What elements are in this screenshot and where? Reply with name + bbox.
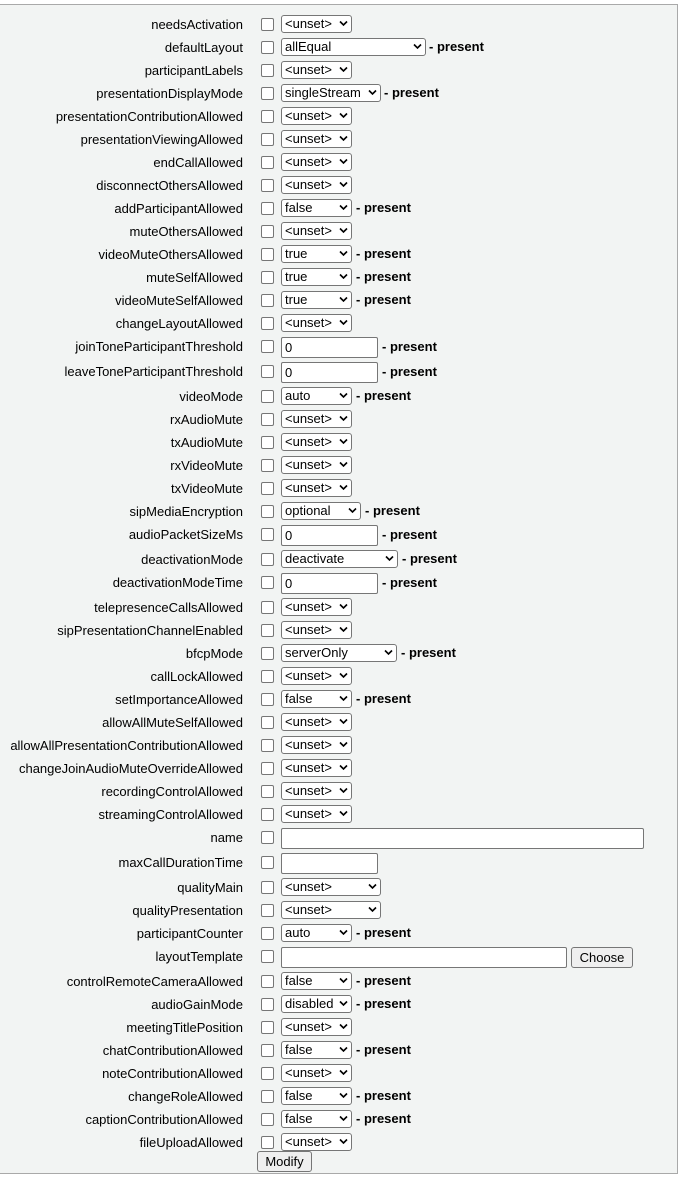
field-select[interactable]: <unset>: [281, 15, 352, 33]
chevron-down-icon: [339, 66, 348, 73]
chevron-down-icon: [348, 507, 357, 514]
chevron-down-icon: [339, 810, 348, 817]
present-indicator: - present: [356, 388, 411, 403]
field-checkbox[interactable]: [261, 785, 274, 798]
field-input[interactable]: 0: [281, 525, 378, 546]
field-label: txAudioMute: [170, 435, 243, 450]
field-checkbox[interactable]: [261, 553, 274, 566]
chevron-down-icon: [339, 20, 348, 27]
field-label: qualityMain: [177, 880, 243, 895]
field-select[interactable]: singleStream: [281, 84, 381, 102]
field-checkbox[interactable]: [261, 670, 274, 683]
field-label: changeLayoutAllowed: [115, 316, 243, 331]
field-label: noteContributionAllowed: [102, 1066, 243, 1081]
field-select[interactable]: <unset>: [281, 433, 352, 451]
field-label: changeJoinAudioMuteOverrideAllowed: [18, 761, 243, 776]
field-select[interactable]: true: [281, 245, 352, 263]
chevron-down-icon: [339, 158, 348, 165]
field-select[interactable]: disabled: [281, 995, 352, 1013]
field-checkbox[interactable]: [261, 87, 274, 100]
field-select[interactable]: auto: [281, 387, 352, 405]
field-label: videoMuteSelfAllowed: [115, 293, 243, 308]
field-checkbox[interactable]: [261, 881, 274, 894]
chevron-down-icon: [339, 626, 348, 633]
field-row-presentationViewingAllowed: [0, 130, 678, 150]
field-row-rxVideoMute: [0, 456, 678, 476]
field-checkbox[interactable]: [261, 41, 274, 54]
field-checkbox[interactable]: [261, 739, 274, 752]
present-indicator: - present: [382, 527, 437, 542]
field-row-joinToneParticipantThreshold: [0, 337, 678, 357]
field-checkbox[interactable]: [261, 998, 274, 1011]
field-row-changeJoinAudioMuteOverrideAllowed: [0, 759, 678, 779]
field-row-qualityMain: [0, 878, 678, 898]
field-row-defaultLayout: [0, 38, 678, 58]
field-select[interactable]: true: [281, 291, 352, 309]
field-label: presentationViewingAllowed: [80, 132, 243, 147]
field-row-deactivationModeTime: [0, 573, 678, 593]
field-row-videoMode: [0, 387, 678, 407]
present-indicator: - present: [356, 1088, 411, 1103]
chevron-down-icon: [339, 1138, 348, 1145]
present-indicator: - present: [365, 503, 420, 518]
field-label: sipPresentationChannelEnabled: [57, 623, 243, 638]
present-indicator: - present: [356, 246, 411, 261]
field-select[interactable]: false: [281, 972, 352, 990]
chevron-down-icon: [368, 906, 377, 913]
present-indicator: - present: [382, 339, 437, 354]
field-row-controlRemoteCameraAllowed: [0, 972, 678, 992]
field-row-txVideoMute: [0, 479, 678, 499]
field-select[interactable]: <unset>: [281, 878, 381, 896]
field-row-allowAllMuteSelfAllowed: [0, 713, 678, 733]
field-select[interactable]: <unset>: [281, 153, 352, 171]
field-row-callLockAllowed: [0, 667, 678, 687]
field-checkbox[interactable]: [261, 624, 274, 637]
present-indicator: - present: [382, 364, 437, 379]
field-select[interactable]: <unset>: [281, 901, 381, 919]
field-row-audioGainMode: [0, 995, 678, 1015]
field-row-meetingTitlePosition: [0, 1018, 678, 1038]
present-indicator: - present: [356, 1042, 411, 1057]
field-row-chatContributionAllowed: [0, 1041, 678, 1061]
field-checkbox[interactable]: [261, 1113, 274, 1126]
field-label: disconnectOthersAllowed: [96, 178, 243, 193]
field-label: controlRemoteCameraAllowed: [66, 974, 243, 989]
field-input[interactable]: [281, 947, 567, 968]
field-select[interactable]: optional: [281, 502, 361, 520]
field-label: bfcpMode: [185, 646, 243, 661]
field-select[interactable]: <unset>: [281, 130, 352, 148]
chevron-down-icon: [339, 977, 348, 984]
field-label: telepresenceCallsAllowed: [94, 600, 243, 615]
field-select[interactable]: <unset>: [281, 479, 352, 497]
field-row-audioPacketSizeMs: [0, 525, 678, 545]
field-row-needsActivation: [0, 15, 678, 35]
field-select[interactable]: false: [281, 1041, 352, 1059]
field-label: maxCallDurationTime: [118, 855, 243, 870]
chevron-down-icon: [339, 741, 348, 748]
field-label: sipMediaEncryption: [129, 504, 243, 519]
field-select[interactable]: true: [281, 268, 352, 286]
field-select[interactable]: <unset>: [281, 1064, 352, 1082]
field-input[interactable]: 0: [281, 362, 378, 383]
chevron-down-icon: [339, 929, 348, 936]
chevron-down-icon: [385, 555, 394, 562]
field-checkbox[interactable]: [261, 576, 274, 589]
chevron-down-icon: [339, 204, 348, 211]
field-select[interactable]: false: [281, 690, 352, 708]
field-select[interactable]: allEqual: [281, 38, 426, 56]
field-checkbox[interactable]: [261, 1090, 274, 1103]
field-checkbox[interactable]: [261, 179, 274, 192]
field-label: audioGainMode: [151, 997, 243, 1012]
field-label: muteOthersAllowed: [129, 224, 243, 239]
field-input[interactable]: 0: [281, 573, 378, 594]
field-row-presentationDisplayMode: [0, 84, 678, 104]
field-checkbox[interactable]: [261, 1136, 274, 1149]
field-select[interactable]: <unset>: [281, 782, 352, 800]
field-checkbox[interactable]: [261, 831, 274, 844]
field-select[interactable]: <unset>: [281, 410, 352, 428]
field-select[interactable]: deactivate: [281, 550, 398, 568]
field-select[interactable]: <unset>: [281, 1018, 352, 1036]
field-select[interactable]: <unset>: [281, 176, 352, 194]
chevron-down-icon: [339, 1046, 348, 1053]
field-label: joinToneParticipantThreshold: [75, 339, 243, 354]
field-row-disconnectOthersAllowed: [0, 176, 678, 196]
field-row-videoMuteSelfAllowed: [0, 291, 678, 311]
field-select[interactable]: false: [281, 199, 352, 217]
chevron-down-icon: [339, 764, 348, 771]
choose-button[interactable]: Choose: [571, 947, 633, 968]
chevron-down-icon: [339, 296, 348, 303]
chevron-down-icon: [339, 603, 348, 610]
field-checkbox[interactable]: [261, 413, 274, 426]
field-checkbox[interactable]: [261, 528, 274, 541]
present-indicator: - present: [384, 85, 439, 100]
field-checkbox[interactable]: [261, 248, 274, 261]
present-indicator: - present: [356, 269, 411, 284]
field-label: muteSelfAllowed: [146, 270, 243, 285]
field-row-recordingControlAllowed: [0, 782, 678, 802]
field-label: captionContributionAllowed: [85, 1112, 243, 1127]
field-label: chatContributionAllowed: [102, 1043, 243, 1058]
field-select[interactable]: <unset>: [281, 314, 352, 332]
present-indicator: - present: [382, 575, 437, 590]
field-select[interactable]: false: [281, 1087, 352, 1105]
chevron-down-icon: [339, 135, 348, 142]
chevron-down-icon: [339, 438, 348, 445]
field-checkbox[interactable]: [261, 133, 274, 146]
field-label: changeRoleAllowed: [128, 1089, 243, 1104]
chevron-down-icon: [339, 112, 348, 119]
chevron-down-icon: [339, 718, 348, 725]
field-label: defaultLayout: [164, 40, 243, 55]
field-row-sipMediaEncryption: [0, 502, 678, 522]
field-row-addParticipantAllowed: [0, 199, 678, 219]
field-row-fileUploadAllowed: [0, 1133, 678, 1153]
field-label: allowAllPresentationContributionAllowed: [10, 738, 243, 753]
field-label: participantCounter: [136, 926, 243, 941]
field-row-endCallAllowed: [0, 153, 678, 173]
field-checkbox[interactable]: [261, 505, 274, 518]
field-row-videoMuteOthersAllowed: [0, 245, 678, 265]
field-row-participantCounter: [0, 924, 678, 944]
field-select[interactable]: <unset>: [281, 736, 352, 754]
field-label: callLockAllowed: [150, 669, 243, 684]
field-row-muteOthersAllowed: [0, 222, 678, 242]
chevron-down-icon: [368, 883, 377, 890]
present-indicator: - present: [356, 996, 411, 1011]
field-label: deactivationMode: [141, 552, 243, 567]
field-checkbox[interactable]: [261, 225, 274, 238]
field-select[interactable]: <unset>: [281, 61, 352, 79]
field-label: audioPacketSizeMs: [128, 527, 243, 542]
field-row-streamingControlAllowed: [0, 805, 678, 825]
field-checkbox[interactable]: [261, 156, 274, 169]
field-checkbox[interactable]: [261, 1067, 274, 1080]
field-select[interactable]: <unset>: [281, 1133, 352, 1151]
field-input[interactable]: [281, 853, 378, 874]
field-row-qualityPresentation: [0, 901, 678, 921]
present-indicator: - present: [356, 200, 411, 215]
settings-form: [0, 4, 678, 1174]
field-label: layoutTemplate: [155, 949, 243, 964]
field-label: qualityPresentation: [132, 903, 243, 918]
field-row-participantLabels: [0, 61, 678, 81]
chevron-down-icon: [413, 43, 422, 50]
field-row-captionContributionAllowed: [0, 1110, 678, 1130]
field-select[interactable]: auto: [281, 924, 352, 942]
field-checkbox[interactable]: [261, 927, 274, 940]
chevron-down-icon: [339, 415, 348, 422]
field-label: txVideoMute: [170, 481, 243, 496]
field-select[interactable]: <unset>: [281, 598, 352, 616]
chevron-down-icon: [339, 1115, 348, 1122]
field-checkbox[interactable]: [261, 693, 274, 706]
field-checkbox[interactable]: [261, 1044, 274, 1057]
field-select[interactable]: serverOnly: [281, 644, 397, 662]
field-checkbox[interactable]: [261, 1021, 274, 1034]
field-checkbox[interactable]: [261, 110, 274, 123]
field-checkbox[interactable]: [261, 436, 274, 449]
field-checkbox[interactable]: [261, 904, 274, 917]
field-checkbox[interactable]: [261, 271, 274, 284]
field-row-maxCallDurationTime: [0, 853, 678, 873]
field-row-changeLayoutAllowed: [0, 314, 678, 334]
present-indicator: - present: [356, 691, 411, 706]
field-label: setImportanceAllowed: [115, 692, 243, 707]
field-row-allowAllPresentationContributionAllowed: [0, 736, 678, 756]
chevron-down-icon: [339, 1069, 348, 1076]
field-input[interactable]: [281, 828, 644, 849]
field-select[interactable]: <unset>: [281, 667, 352, 685]
field-checkbox[interactable]: [261, 601, 274, 614]
chevron-down-icon: [339, 1023, 348, 1030]
field-label: participantLabels: [144, 63, 243, 78]
field-row-leaveToneParticipantThreshold: [0, 362, 678, 382]
present-indicator: - present: [356, 1111, 411, 1126]
field-select[interactable]: <unset>: [281, 759, 352, 777]
field-checkbox[interactable]: [261, 294, 274, 307]
field-row-telepresenceCallsAllowed: [0, 598, 678, 618]
field-row-muteSelfAllowed: [0, 268, 678, 288]
field-checkbox[interactable]: [261, 808, 274, 821]
chevron-down-icon: [339, 250, 348, 257]
field-checkbox[interactable]: [261, 716, 274, 729]
field-label: streamingControlAllowed: [98, 807, 243, 822]
chevron-down-icon: [339, 227, 348, 234]
field-checkbox[interactable]: [261, 459, 274, 472]
chevron-down-icon: [339, 672, 348, 679]
field-select[interactable]: <unset>: [281, 107, 352, 125]
field-input[interactable]: 0: [281, 337, 378, 358]
field-row-name: [0, 828, 678, 848]
field-checkbox[interactable]: [261, 975, 274, 988]
present-indicator: - present: [401, 645, 456, 660]
present-indicator: - present: [356, 925, 411, 940]
chevron-down-icon: [339, 273, 348, 280]
chevron-down-icon: [339, 461, 348, 468]
field-label: presentationContributionAllowed: [55, 109, 243, 124]
field-select[interactable]: false: [281, 1110, 352, 1128]
field-row-bfcpMode: [0, 644, 678, 664]
field-checkbox[interactable]: [261, 18, 274, 31]
field-checkbox[interactable]: [261, 856, 274, 869]
field-checkbox[interactable]: [261, 647, 274, 660]
field-row-changeRoleAllowed: [0, 1087, 678, 1107]
field-label: recordingControlAllowed: [101, 784, 243, 799]
chevron-down-icon: [339, 484, 348, 491]
field-row-layoutTemplate: [0, 947, 678, 967]
field-row-sipPresentationChannelEnabled: [0, 621, 678, 641]
field-label: videoMode: [179, 389, 243, 404]
present-indicator: - present: [356, 973, 411, 988]
present-indicator: - present: [356, 292, 411, 307]
chevron-down-icon: [339, 695, 348, 702]
field-label: presentationDisplayMode: [96, 86, 243, 101]
field-label: name: [210, 830, 243, 845]
field-label: rxVideoMute: [170, 458, 243, 473]
field-row-noteContributionAllowed: [0, 1064, 678, 1084]
field-label: meetingTitlePosition: [126, 1020, 243, 1035]
field-checkbox[interactable]: [261, 390, 274, 403]
field-label: addParticipantAllowed: [114, 201, 243, 216]
chevron-down-icon: [339, 1092, 348, 1099]
chevron-down-icon: [339, 787, 348, 794]
field-label: videoMuteOthersAllowed: [98, 247, 243, 262]
modify-button[interactable]: Modify: [257, 1151, 312, 1172]
field-checkbox[interactable]: [261, 317, 274, 330]
chevron-down-icon: [339, 392, 348, 399]
field-label: fileUploadAllowed: [139, 1135, 243, 1150]
present-indicator: - present: [429, 39, 484, 54]
field-select[interactable]: <unset>: [281, 456, 352, 474]
field-label: allowAllMuteSelfAllowed: [102, 715, 243, 730]
field-checkbox[interactable]: [261, 365, 274, 378]
field-checkbox[interactable]: [261, 482, 274, 495]
field-label: needsActivation: [151, 17, 243, 32]
field-label: rxAudioMute: [170, 412, 243, 427]
chevron-down-icon: [368, 89, 377, 96]
field-row-presentationContributionAllowed: [0, 107, 678, 127]
chevron-down-icon: [339, 181, 348, 188]
field-row-setImportanceAllowed: [0, 690, 678, 710]
field-checkbox[interactable]: [261, 762, 274, 775]
field-select[interactable]: <unset>: [281, 621, 352, 639]
field-row-txAudioMute: [0, 433, 678, 453]
field-label: endCallAllowed: [153, 155, 243, 170]
field-select[interactable]: <unset>: [281, 713, 352, 731]
field-checkbox[interactable]: [261, 340, 274, 353]
present-indicator: - present: [402, 551, 457, 566]
chevron-down-icon: [384, 649, 393, 656]
chevron-down-icon: [339, 1000, 348, 1007]
field-select[interactable]: <unset>: [281, 222, 352, 240]
field-checkbox[interactable]: [261, 950, 274, 963]
field-checkbox[interactable]: [261, 64, 274, 77]
field-checkbox[interactable]: [261, 202, 274, 215]
field-label: deactivationModeTime: [112, 575, 243, 590]
field-row-rxAudioMute: [0, 410, 678, 430]
field-select[interactable]: <unset>: [281, 805, 352, 823]
field-row-deactivationMode: [0, 550, 678, 570]
field-label: leaveToneParticipantThreshold: [64, 364, 243, 379]
chevron-down-icon: [339, 319, 348, 326]
